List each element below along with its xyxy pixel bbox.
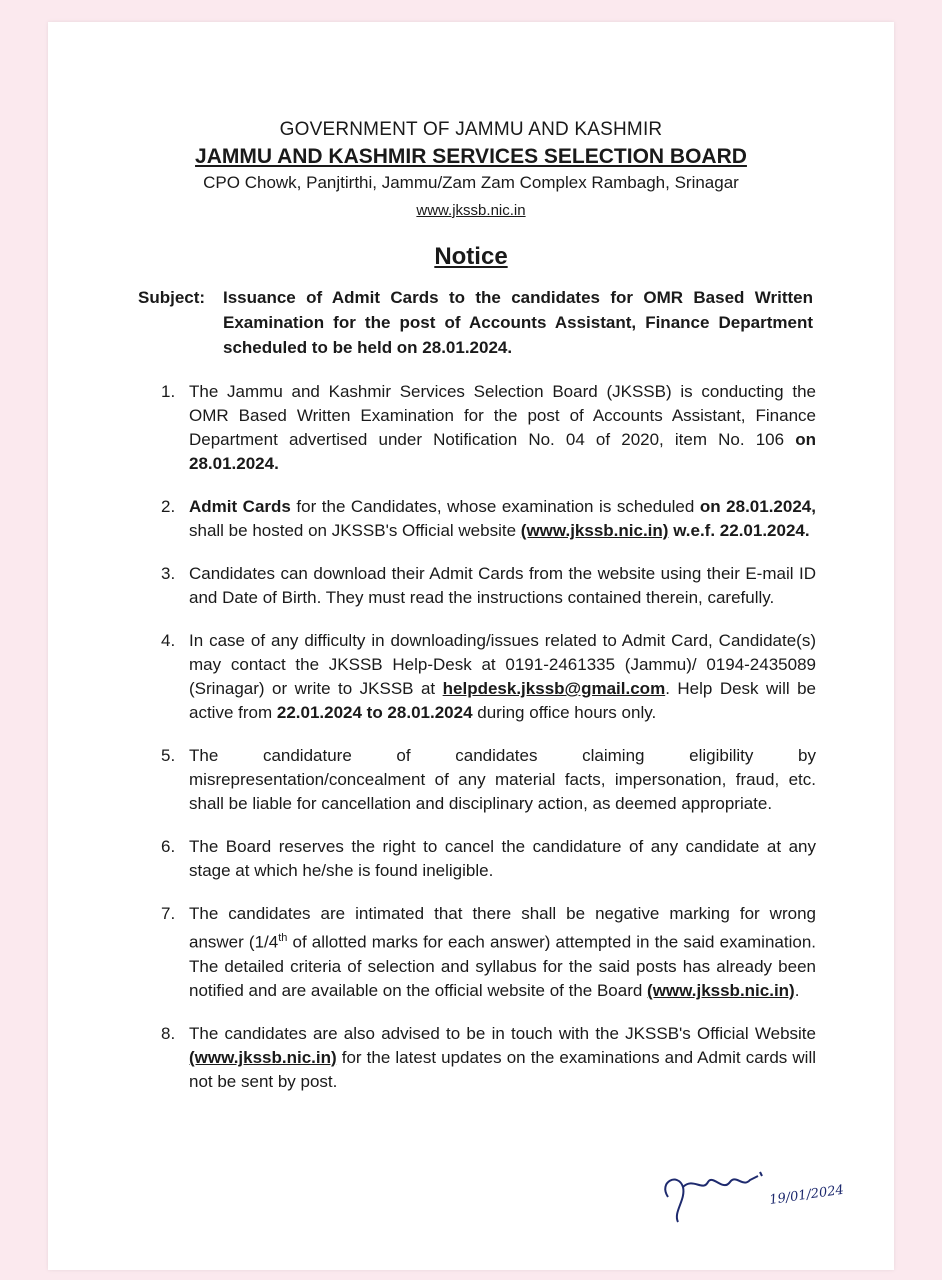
- item-text: [189, 629, 816, 725]
- notice-item-6: [161, 835, 816, 883]
- item-text-part: of allotted marks for each answer) attempted in the said examination. The detailed criteria of selection and syllabus for the said posts has already been notified and are available on the official website of the Board: [189, 932, 816, 1000]
- item-text-part: The candidates are also advised to be in touch with the JKSSB's Official Website: [189, 1023, 816, 1043]
- item-text-part: during office hours only.: [472, 703, 657, 722]
- item-text-part: for the Candidates, whose examination is scheduled: [290, 497, 700, 516]
- subject-block: [138, 285, 813, 360]
- item-number: 4.: [161, 631, 176, 650]
- board-name: JAMMU AND KASHMIR SERVICES SELECTION BOARD: [195, 145, 747, 168]
- item-date-bold: 22.01.2024 to 28.01.2024: [276, 703, 473, 722]
- signature-date: 19/01/2024: [768, 1182, 845, 1208]
- item-date-bold: w.e.f. 22.01.2024.: [673, 521, 810, 540]
- board-address: CPO Chowk, Panjtirthi, Jammu/Zam Zam Complex Rambagh, Srinagar: [203, 173, 739, 192]
- item-number: 5.: [161, 746, 176, 765]
- item-text-part: The Jammu and Kashmir Services Selection Board (JKSSB) is conducting the OMR Based Written Examination for the post of Accounts Assistant, Finance Department advertised under Notification No. 04 of 2020, item No. 106: [189, 382, 816, 449]
- item-number: 2.: [161, 497, 176, 516]
- item-text: The candidature of candidates claiming eligibility by misrepresentation/concealment of any material facts, impersonation, fraud, etc. shall be liable for cancellation and disciplinary action, as deemed appropriate.: [189, 746, 816, 813]
- item-text-part: The candidates are intimated that there shall be negative marking for wrong answer (1/4: [189, 904, 816, 952]
- item-number: 8.: [161, 1023, 176, 1043]
- item-number: 3.: [161, 564, 176, 583]
- item-date-bold: on 28.01.2024,: [699, 497, 816, 516]
- notice-page: [48, 22, 894, 1270]
- notice-title: Notice: [434, 243, 508, 270]
- handwritten-signature: [648, 1152, 848, 1232]
- item-bold-text: Admit Cards: [189, 497, 291, 516]
- item-number: 7.: [161, 904, 176, 923]
- helpdesk-email-link[interactable]: helpdesk.jkssb@gmail.com: [442, 679, 666, 698]
- notice-item-4: [161, 629, 816, 725]
- website-link[interactable]: (www.jkssb.nic.in): [189, 1047, 337, 1067]
- government-heading: GOVERNMENT OF JAMMU AND KASHMIR: [279, 119, 663, 140]
- website-link[interactable]: (www.jkssb.nic.in): [520, 521, 669, 540]
- item-text-part: shall be hosted on JKSSB's Official website: [189, 521, 521, 540]
- item-text: Candidates can download their Admit Cards from the website using their E-mail ID and Date of Birth. They must read the instructions contained therein, carefully.: [189, 564, 816, 607]
- notice-item-1: [161, 380, 816, 476]
- item-text: [189, 495, 816, 543]
- item-text-part: .: [794, 980, 800, 1000]
- item-text: [189, 902, 816, 1003]
- notice-item-8: [161, 1022, 816, 1094]
- item-text: [189, 1022, 816, 1094]
- notice-item-7: [161, 902, 816, 1003]
- item-text-part: In case of any difficulty in downloading/issues related to Admit Card, Candidate(s) may contact the JKSSB Help-Desk at 0191-2461335 (Jammu)/ 0194-2435089 (Srinagar) or write to JKSSB at: [189, 631, 816, 698]
- board-website: www.jkssb.nic.in: [416, 202, 526, 219]
- notice-item-2: [161, 495, 816, 543]
- item-text: [189, 380, 816, 476]
- notice-items: [161, 380, 816, 1113]
- item-text-part: for the latest updates on the examinations and Admit cards will not be sent by post.: [189, 1047, 816, 1091]
- item-text-part: . Help Desk will be active from: [189, 679, 817, 722]
- item-number: 1.: [161, 382, 176, 401]
- subject-text: Issuance of Admit Cards to the candidates for OMR Based Written Examination for the post of Accounts Assistant, Finance Department scheduled to be held on 28.01.2024.: [223, 288, 813, 357]
- item-text: The Board reserves the right to cancel the candidature of any candidate at any stage at which he/she is found ineligible.: [189, 837, 816, 880]
- item-number: 6.: [161, 837, 176, 856]
- notice-item-3: [161, 562, 816, 610]
- subject-label: Subject:: [138, 288, 206, 307]
- superscript: th: [278, 932, 288, 944]
- notice-item-5: [161, 744, 816, 816]
- item-date-bold: on 28.01.2024.: [189, 430, 816, 473]
- website-link[interactable]: (www.jkssb.nic.in): [647, 980, 795, 1000]
